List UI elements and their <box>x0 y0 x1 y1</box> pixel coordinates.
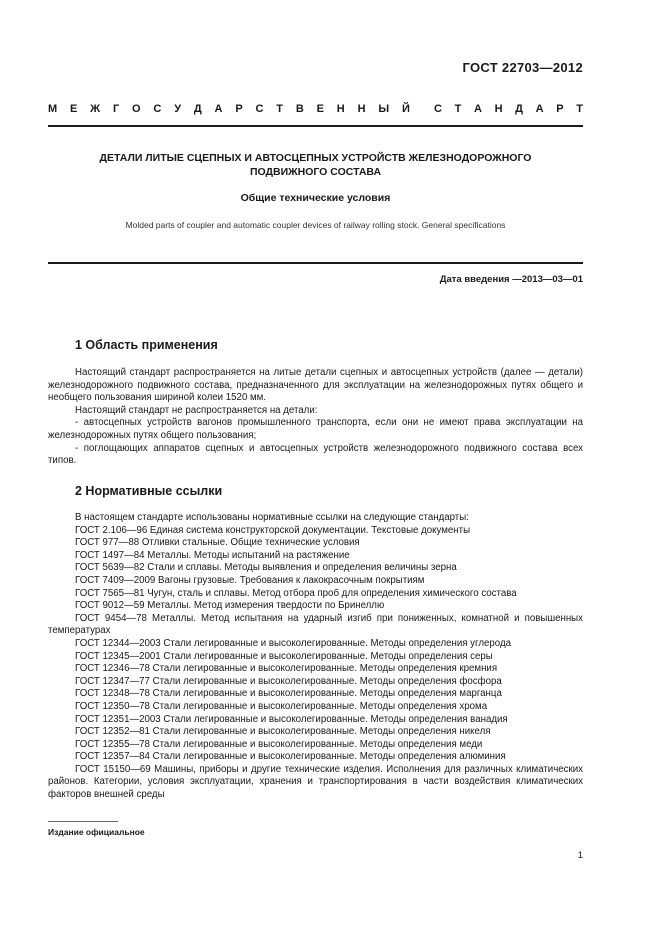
banner-letter: У <box>174 103 182 115</box>
banner-letter: Н <box>494 103 503 115</box>
banner-letter: Н <box>336 103 345 115</box>
introduction-date: Дата введения —2013—03—01 <box>439 274 583 285</box>
official-edition-label: Издание официальное <box>48 827 145 837</box>
reference-item: ГОСТ 12350—78 Стали легированные и высоколегированные. Методы определения хрома <box>75 700 488 712</box>
reference-item: ГОСТ 2.106—96 Единая система конструкторской документации. Текстовые документы <box>75 524 471 536</box>
banner-letter: Т <box>276 103 284 115</box>
section-2-intro: В настоящем стандарте использованы нормативные ссылки на следующие стандарты: <box>75 512 469 523</box>
banner-letter: Р <box>235 103 243 115</box>
banner-letter: Й <box>401 103 410 115</box>
section-1-heading: 1 Область применения <box>75 338 218 352</box>
section-1-paragraph: - поглощающих аппаратов сцепных и автосцепных устройств железнодорожного подвижного состава всех типов. <box>48 442 583 467</box>
document-subtitle: Общие технические условия <box>240 192 391 204</box>
reference-item: ГОСТ 5639—82 Стали и сплавы. Методы выявления и определения величины зерна <box>75 562 457 574</box>
section-2-body <box>48 512 583 802</box>
reference-item: ГОСТ 12351—2003 Стали легированные и высоколегированные. Методы определения ванадия <box>75 713 508 725</box>
reference-item: ГОСТ 12346—78 Стали легированные и высоколегированные. Методы определения кремния <box>75 663 498 675</box>
banner-letter: С <box>153 103 162 115</box>
section-1-paragraph: - автосцепных устройств вагонов промышленного транспорта, если они не имеют права эксплуатации на железнодорожных путях общего пользования; <box>48 417 583 441</box>
reference-item: ГОСТ 12352—81 Стали легированные и высоколегированные. Методы определения никеля <box>75 726 491 738</box>
banner-letter: С <box>255 103 264 115</box>
banner-letter: Ж <box>90 103 101 115</box>
banner-letter: Е <box>316 103 324 115</box>
banner-letter: А <box>535 103 544 115</box>
reference-item: ГОСТ 12355—78 Стали легированные и высоколегированные. Методы определения меди <box>75 738 483 750</box>
document-title-line-1: ДЕТАЛИ ЛИТЫЕ СЦЕПНЫХ И АВТОСЦЕПНЫХ УСТРОЙСТВ ЖЕЛЕЗНОДОРОЖНОГО <box>99 152 532 164</box>
reference-item: ГОСТ 7565—81 Чугун, сталь и сплавы. Метод отбора проб для определения химического состава <box>75 587 517 599</box>
banner-letter: О <box>132 103 141 115</box>
reference-item: ГОСТ 12347—77 Стали легированные и высоколегированные. Методы определения фосфора <box>75 675 502 687</box>
reference-item: ГОСТ 7409—2009 Вагоны грузовые. Требования к лакокрасочным покрытиям <box>75 574 425 586</box>
top-divider <box>48 125 583 127</box>
banner-letter: Ы <box>378 103 390 115</box>
section-1-paragraph: Настоящий стандарт не распространяется на детали: <box>75 404 318 416</box>
banner-letter: М <box>48 103 58 115</box>
document-title-english: Molded parts of coupler and automatic coupler devices of railway rolling stock. General specifications <box>125 220 506 230</box>
reference-item: ГОСТ 12357—84 Стали легированные и высоколегированные. Методы определения алюминия <box>75 751 506 763</box>
bottom-divider <box>48 262 583 264</box>
reference-item: ГОСТ 9012—59 Металлы. Метод измерения твердости по Бринеллю <box>75 600 385 612</box>
reference-item: ГОСТ 15150—69 Машины, приборы и другие технические изделия. Исполнения для различных климатических районов. Категории, условия эксплуатации, хранения и транспортирования в части воздействия климатических факторов внешней среды <box>48 763 583 801</box>
banner-letter: А <box>473 103 482 115</box>
banner-letter: Н <box>357 103 366 115</box>
reference-item: ГОСТ 9454—78 Металлы. Метод испытания на ударный изгиб при пониженных, комнатной и повышенных температурах <box>48 612 583 637</box>
banner-letter: С <box>434 103 442 115</box>
banner-letter: Д <box>515 103 523 115</box>
interstate-standard-banner <box>48 103 583 115</box>
banner-letter: В <box>295 103 304 115</box>
banner-letter: Т <box>576 103 583 115</box>
interstate-word-2 <box>434 103 583 115</box>
banner-letter: А <box>214 103 223 115</box>
interstate-word-1 <box>48 103 410 115</box>
reference-item: ГОСТ 12344—2003 Стали легированные и высоколегированные. Методы определения углерода <box>75 637 511 649</box>
banner-letter: Р <box>556 103 564 115</box>
banner-letter: Т <box>454 103 462 115</box>
document-title-line-2: ПОДВИЖНОГО СОСТАВА <box>249 166 382 178</box>
page-number: 1 <box>577 850 583 861</box>
section-1-paragraph: Настоящий стандарт распространяется на литые детали сцепных и автосцепных устройств (далее — детали) железнодорожного подвижного состава, предназначенного для эксплуатации на железнодорожных путях общего и необщего пользования шириной колеи 1520 мм. <box>48 367 583 404</box>
reference-item: ГОСТ 977—88 Отливки стальные. Общие технические условия <box>75 537 360 549</box>
section-1-body <box>48 367 583 468</box>
section-2-heading: 2 Нормативные ссылки <box>75 484 223 498</box>
banner-letter: Д <box>193 103 202 115</box>
banner-letter: Г <box>112 103 120 115</box>
footer-divider <box>48 821 118 822</box>
reference-item: ГОСТ 12348—78 Стали легированные и высоколегированные. Методы определения марганца <box>75 688 502 700</box>
document-title <box>48 151 583 179</box>
reference-item: ГОСТ 1497—84 Металлы. Методы испытаний на растяжение <box>75 549 350 561</box>
banner-letter: Е <box>70 103 78 115</box>
reference-item: ГОСТ 12345—2001 Стали легированные и высоколегированные. Методы определения серы <box>75 650 493 662</box>
document-code: ГОСТ 22703—2012 <box>462 60 583 75</box>
